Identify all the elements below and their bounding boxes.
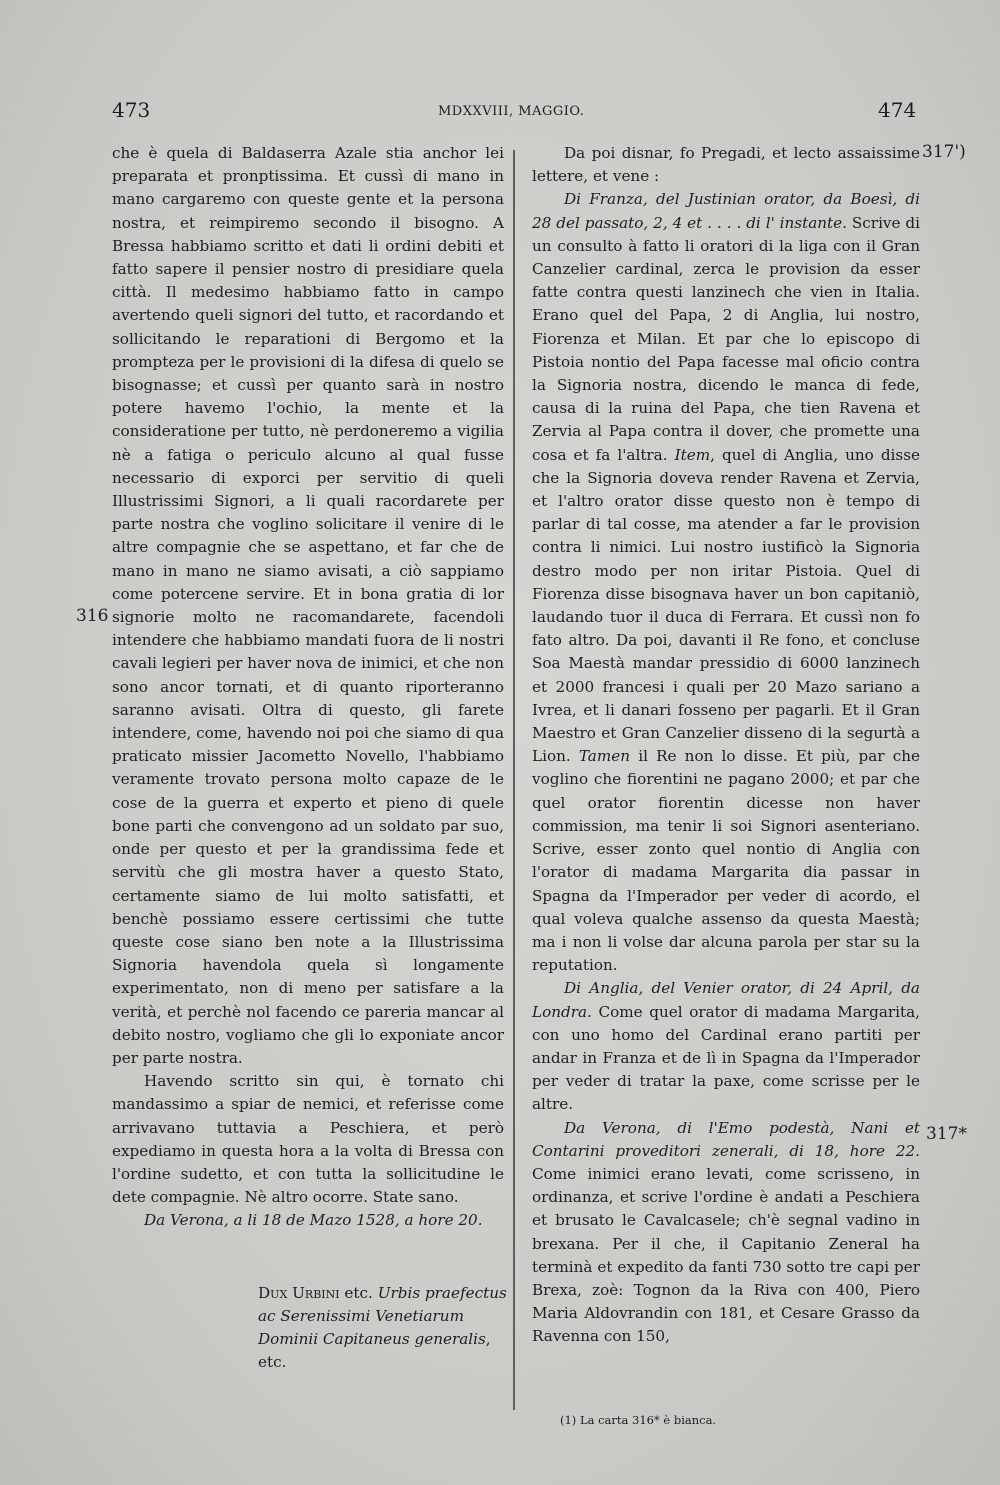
dispatch-franza-end: il Re non lo disse. Et più, par che voglino che fiorentini ne pagano 2000; et par che quel orator fiorentin dicesse non haver commission, ma tenir li soi Signori asenteriano. Scrive, esser zonto quel nontio di Anglia con l'orator di madama Margarita dia passar in Spagna da l'Imperador per veder di acordo, el qual voleva qualche assenso da questa Maestà; ma i non li volse dar alcuna parola per star su la reputation. (532, 747, 920, 975)
dispatch-anglia-heading: Di Anglia, del Venier orator, di 24 April, da Londra. (532, 979, 920, 1021)
margin-note-317a: 317') (922, 142, 966, 162)
dispatch-anglia-body: Come quel orator di madama Margarita, con uno homo del Cardinal erano partiti per andar in Franza et de lì in Spagna da l'Imperador per veder di tratar la paxe, come scrisse per le altre. (532, 1002, 920, 1114)
item-word: Item (674, 445, 711, 464)
page-number-left: 473 (112, 98, 151, 122)
dispatch-verona-heading: Da Verona, di l'Emo podestà, Nani et Contarini proveditori zenerali, di 18, hore 22. (532, 1118, 920, 1160)
signature-etc: etc. (339, 1284, 378, 1302)
page-header (0, 98, 1000, 128)
dispatch-franza-tail: , quel di Anglia, uno disse che la Signoria doveva render Ravena et Zervia, et l'altro orator disse questo non è tempo di parlar di tal cosse, ma atender a far le provision contra li nimici. Lui nostro iustificò la Signoria destro modo per non iritar Pistoia. Quel di Fiorenza disse bisognava haver un bon capitaniò, laudando tuor il duca di Ferrara. Et cussì non fo fato altro. Da poi, davanti il Re fono, et concluse Soa Maestà mandar pressidio di 6000 lanzinech et 2000 francesi i quali per 20 Mazo sariano a Ivrea, et li danari fosseno per pagarli. Et il Gran Maestro et Gran Canzelier disseno di la segurtà a Lion. (532, 445, 920, 766)
left-column (112, 142, 504, 1233)
column-divider (513, 150, 515, 1410)
right-paragraph-4 (532, 1117, 920, 1349)
tamen-word: Tamen (578, 747, 631, 766)
footnote: (1) La carta 316* è bianca. (560, 1413, 717, 1427)
dispatch-franza-heading: Di Franza, del Justinian orator, da Boesì, di 28 del passato, 2, 4 et . . . . di l' instante. (532, 190, 920, 232)
right-column (532, 142, 920, 1349)
left-paragraph-2: Havendo scritto sin qui, è tornato chi mandassimo a spiar de nemici, et referisse come arrivavano tuttavia a Peschiera, et però expediamo in questa hora a la volta di Bressa con l'ordine sudetto, et con tutta la sollicitudine le dete compagnie. Nè altro ocorre. State sano. (112, 1072, 504, 1207)
signature-lead: Dux Urbini (258, 1284, 340, 1302)
signature-title: Urbis praefectus ac Serenissimi Venetiarum Dominii Capitaneus generalis (258, 1284, 507, 1348)
running-head: MDXXVIII, MAGGIO. (438, 104, 585, 119)
signature-end: , etc. (258, 1330, 491, 1371)
left-paragraph-1: che è quela di Baldaserra Azale stia anchor lei preparata et pronptissima. Et cussì di mano in mano cargaremo con queste gente et la persona nostra, et reimpiremo secondo il bisogno. A Bressa habbiamo scritto et dati li ordini debiti et fatto sapere il pensier nostro di presidiare quela città. Il medesimo habbiamo fatto in campo avertendo queli signori del tutto, et racordando et sollicitando le reparationi di Bergomo et la prompteza per le provisioni di la difesa di quelo se bisognasse; et cussì per quanto sarà in nostro potere havemo l'ochio, la mente et la consideratione per tutto, nè perdoneremo a vigilia nè a fatiga o periculo alcuno al qual fusse necessario di exporci per servitio di queli Illustrissimi Signori, a li quali racordarete per parte nostra che voglino solicitare il venire di le altre compagnie che se aspettano, et far che de mano in mano ne siamo avisati, a ciò sappiamo come potercene servire. Et in bona gratia di lor signorie molto ne racomandarete, facendoli intendere che habbiamo mandati fuora de li nostri cavali legieri per haver nova de inimici, et che non sono ancor tornati, et di quanto riporteranno saranno avisati. Oltra di questo, gli farete intendere, come, havendo noi poi che siamo di qua praticato missier Jacometto Novello, l'habbiamo veramente trovato persona molto capaze de le cose de la guerra et experto et pieno di quele bone parti che convengono ad un soldato par suo, onde per questo et per la grandissima fede et servitù che gli mostra haver a questo Stato, certamente siamo de lui molto satisfatti, et benchè possiamo essere certissimi che tutte queste cose siano ben note a la Illustrissima Signoria havendola quela sì longamente experimentato, non di meno per satisfare a la verità, et perchè nol facendo ce pareria mancar al debito nostro, vogliamo che gli lo exponiate ancor per parte nostra. (112, 144, 505, 1067)
signature-block (258, 1282, 514, 1374)
left-dateline: Da Verona, a li 18 de Mazo 1528, a hore 20. (144, 1211, 483, 1230)
margin-note-317b: 317* (926, 1124, 967, 1144)
page-number-right: 474 (878, 98, 917, 122)
margin-note-316: 316 (76, 606, 109, 626)
right-paragraph-3 (532, 977, 920, 1116)
dispatch-verona-body: Come inimici erano levati, come scrisseno, in ordinanza, et scrive l'ordine è andati a Peschiera et brusato le Cavalcasele; ch'è segnal vadino in brexana. Per il che, il Capitanio Zeneral ha terminà et expedito da fanti 730 sotto tre capi per Brexa, zoè: Tognon da la Riva con 400, Piero Maria Aldovrandin con 181, et Cesare Grasso da Ravenna con 150, (532, 1164, 920, 1346)
right-paragraph-2 (532, 188, 920, 977)
right-paragraph-1: Da poi disnar, fo Pregadi, et lecto assaissime lettere, et vene : (532, 144, 920, 186)
dispatch-franza-body: Scrive di un consulto à fatto li oratori di la liga con il Gran Canzelier cardinal, zerca le provision da esser fatte contra questi lanzinech che vien in Italia. Erano quel del Papa, 2 di Anglia, lui nostro, Fiorenza et Milan. Et par che lo episcopo di Pistoia nontio del Papa facesse mal oficio contra la Signoria nostra, dicendo le manca di fede, causa di la ruina del Papa, che tien Ravena et Zervia al Papa contra il dover, che promette una cosa et fa l'altra. (532, 213, 920, 464)
